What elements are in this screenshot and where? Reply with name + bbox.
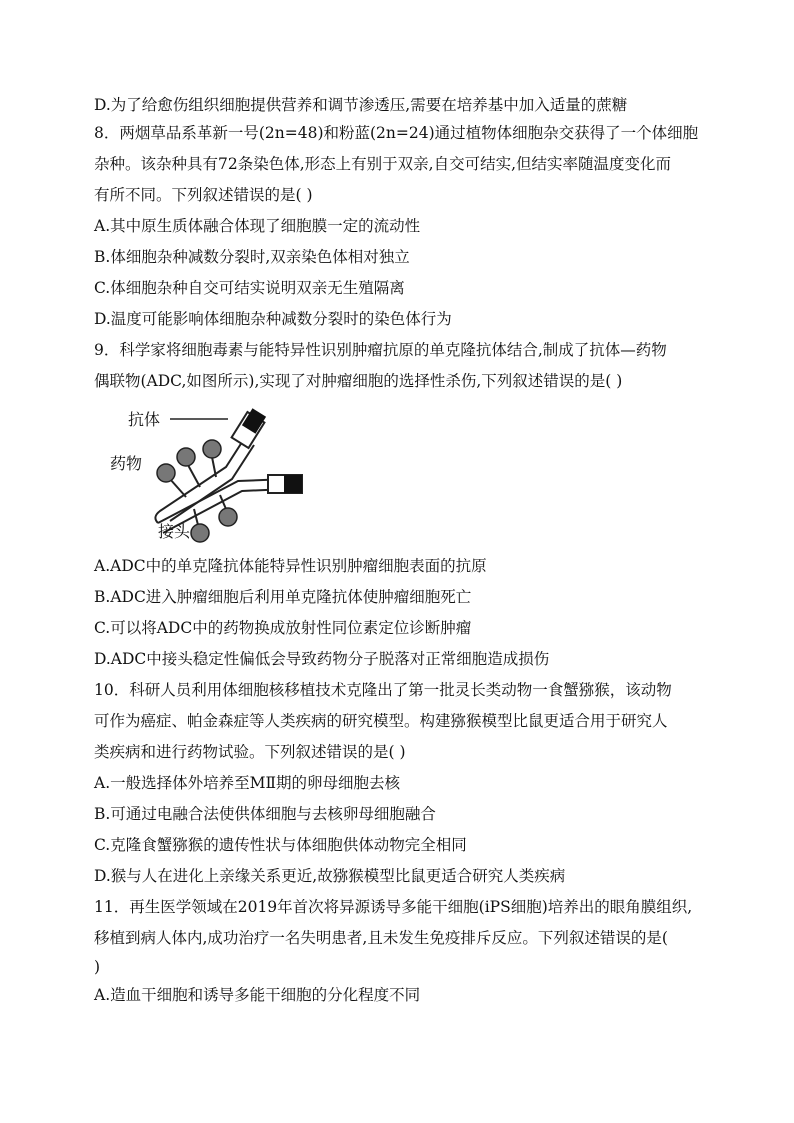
q9-stem-line: 偶联物(ADC,如图所示),实现了对肿瘤细胞的选择性杀伤,下列叙述错误的是( ): [94, 372, 623, 390]
label-drug: 药物: [110, 454, 143, 473]
q9-option-d: D.ADC中接头稳定性偏低会导致药物分子脱落对正常细胞造成损伤: [94, 650, 550, 668]
q9-option-c: C.可以将ADC中的药物换成放射性同位素定位诊断肿瘤: [94, 619, 472, 637]
q9-stem-line: 9．科学家将细胞毒素与能特异性识别肿瘤抗原的单克隆抗体结合,制成了抗体—药物: [94, 341, 667, 359]
q10-stem-line: 类疾病和进行药物试验。下列叙述错误的是( ): [94, 743, 406, 761]
drug-sphere: [157, 464, 186, 497]
label-linker: 接头: [158, 522, 191, 541]
question-11: [94, 892, 694, 1011]
q10-option-d: D.猴与人在进化上亲缘关系更近,故猕猴模型比鼠更适合研究人类疾病: [94, 867, 566, 885]
q8-option-a: A.其中原生质体融合体现了细胞膜一定的流动性: [94, 217, 421, 235]
q11-option-a: A.造血干细胞和诱导多能干细胞的分化程度不同: [94, 986, 421, 1004]
q10-stem-line: 10．科研人员利用体细胞核移植技术克隆出了第一批灵长类动物一食蟹猕猴，该动物: [94, 681, 672, 699]
drug-sphere: [177, 448, 200, 487]
antibody-tip-upper: [232, 408, 267, 448]
label-antibody: 抗体: [128, 410, 161, 429]
q8-option-d: D.温度可能影响体细胞杂种减数分裂时的染色体行为: [94, 310, 452, 328]
question-9: [94, 335, 694, 675]
antibody-tip-lower: [268, 475, 302, 493]
q9-option-a: A.ADC中的单克隆抗体能特异性识别肿瘤细胞表面的抗原: [94, 557, 487, 575]
q8-stem-line: 杂种。该杂种具有72条染色体,形态上有别于双亲,自交可结实,但结实率随温度变化而: [94, 155, 672, 173]
q8-stem-line: 有所不同。下列叙述错误的是( ): [94, 186, 313, 204]
q10-option-c: C.克隆食蟹猕猴的遗传性状与体细胞供体动物完全相同: [94, 836, 467, 854]
q8-option-c: C.体细胞杂种自交可结实说明双亲无生殖隔离: [94, 279, 405, 297]
q11-stem-line: 移植到病人体内,成功治疗一名失明患者,且未发生免疫排斥反应。下列叙述错误的是(: [94, 929, 668, 947]
q8-option-b: B.体细胞杂种减数分裂时,双亲染色体相对独立: [94, 248, 410, 266]
q10-option-b: B.可通过电融合法使供体细胞与去核卵母细胞融合: [94, 805, 436, 823]
drug-sphere: [219, 495, 237, 526]
question-10: [94, 675, 694, 892]
q9-option-b: B.ADC进入肿瘤细胞后利用单克隆抗体使肿瘤细胞死亡: [94, 588, 472, 606]
q10-option-a: A.一般选择体外培养至MⅡ期的卵母细胞去核: [94, 774, 401, 792]
q10-stem-line: 可作为癌症、帕金森症等人类疾病的研究模型。构建猕猴模型比鼠更适合用于研究人: [94, 712, 668, 730]
q8-stem-line: 8．两烟草品系革新一号(2n=48)和粉蓝(2n=24)通过植物体细胞杂交获得了一个体细胞: [94, 124, 699, 142]
q11-stem-line: 11．再生医学领域在2019年首次将异源诱导多能干细胞(iPS细胞)培养出的眼角膜组织,: [94, 898, 693, 916]
adc-diagram: [108, 401, 308, 543]
question-8: [94, 118, 699, 335]
q7-option-d: D.为了给愈伤组织细胞提供营养和调节渗透压,需要在培养基中加入适量的蔗糖: [94, 96, 628, 114]
exam-page: [94, 92, 699, 1011]
q11-stem-line: ): [94, 958, 101, 976]
